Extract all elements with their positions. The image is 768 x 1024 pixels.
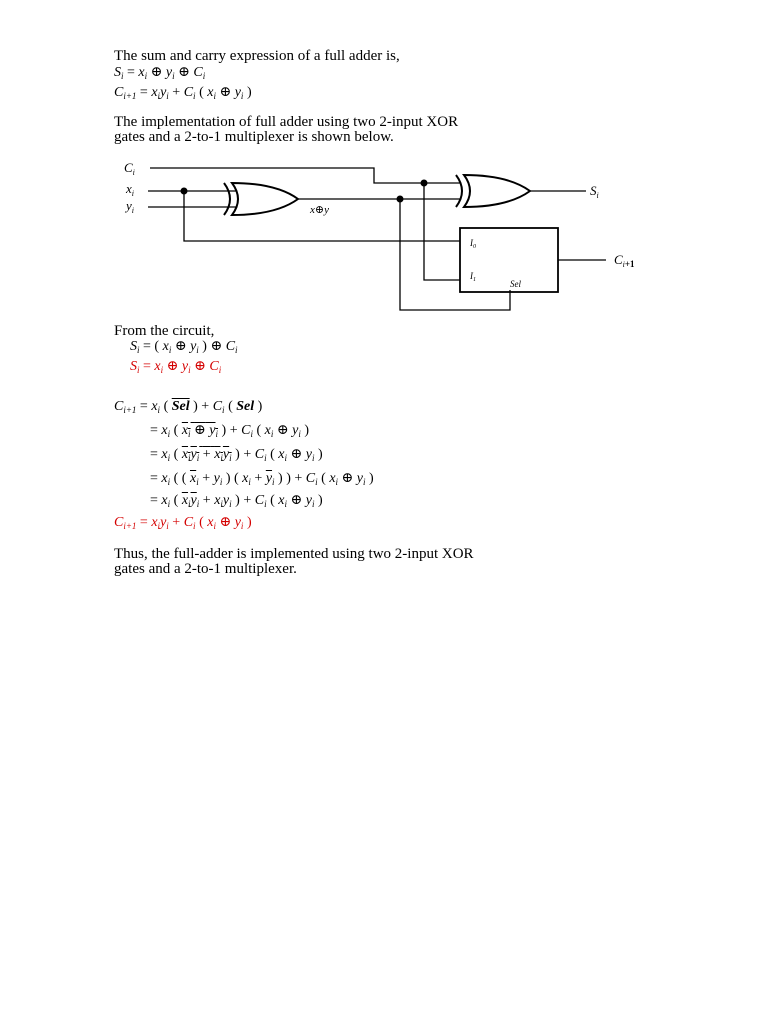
label-xor-out: x⊕y [310, 204, 329, 216]
implementation-text-2: gates and a 2-to-1 multiplexer is shown below. [114, 129, 394, 145]
label-ci: $C_i$ [124, 160, 135, 177]
full-adder-circuit [0, 150, 768, 325]
carry-derivation-5: = $x_i$ ( $\overline{x}_i\overline{y}_i + x_iy_i$ ) + $C_i$ ( $x_i$ ⊕ $y_i$ ) [150, 493, 323, 509]
label-ci-plus-1: $C_i+1$ [614, 252, 635, 269]
carry-equation: $C_{i+1} = x_iy_i + C_i$ ( $x_i$ ⊕ $y_i$ ) [114, 85, 252, 101]
intro-text: The sum and carry expression of a full adder is, [114, 48, 400, 64]
label-i1: $I_1$ [470, 271, 476, 283]
junction-dot [421, 180, 428, 187]
label-i0: $I_0$ [470, 238, 476, 250]
conclusion-text-2: gates and a 2-to-1 multiplexer. [114, 561, 297, 577]
implementation-text-1: The implementation of full adder using two 2-input XOR [114, 114, 459, 130]
sum-derivation: $S_i$ = ( $x_i$ ⊕ $y_i$ ) ⊕ $C_i$ [130, 339, 238, 355]
label-sel: Sel [510, 279, 521, 289]
carry-derivation-1: $C_{i+1} = x_i$ ( $\overline{Sel}$ ) + $C_i$ ( Sel ) [114, 399, 263, 415]
xor-gate-1 [224, 183, 298, 215]
junction-dot [181, 188, 188, 195]
carry-derivation-4: = $x_i$ ( ( $\overline{x}_i + y_i$ ) ( $x_i + \overline{y}_i$ ) ) + $C_i$ ( $x_i$ ⊕ $y_i$ ) [150, 471, 374, 487]
label-xi: $x_i$ [126, 181, 135, 198]
sum-equation: $S_i = x_i$ ⊕ $y_i$ ⊕ $C_i$ [114, 65, 206, 81]
xor-gate-2 [456, 175, 530, 207]
sum-result: $S_i = x_i$ ⊕ $y_i$ ⊕ $C_i$ [130, 359, 222, 375]
carry-result: $C_{i+1} = x_iy_i + C_i$ ( $x_i$ ⊕ $y_i$ ) [114, 515, 252, 531]
conclusion-text-1: Thus, the full-adder is implemented using two 2-input XOR [114, 546, 474, 562]
label-si: $S_i$ [590, 183, 599, 200]
carry-derivation-3: = $x_i$ ( $x_iy_i + x_iy_i$ ) + $C_i$ ( $x_i$ ⊕ $y_i$ ) [150, 447, 323, 463]
label-yi: $y_i$ [126, 198, 135, 215]
carry-derivation-2: = $x_i$ ( $x_i$ ⊕ $y_i$ ) + $C_i$ ( $x_i$ ⊕ $y_i$ ) [150, 423, 309, 439]
junction-dot [397, 196, 404, 203]
from-circuit-text: From the circuit, [114, 323, 215, 339]
